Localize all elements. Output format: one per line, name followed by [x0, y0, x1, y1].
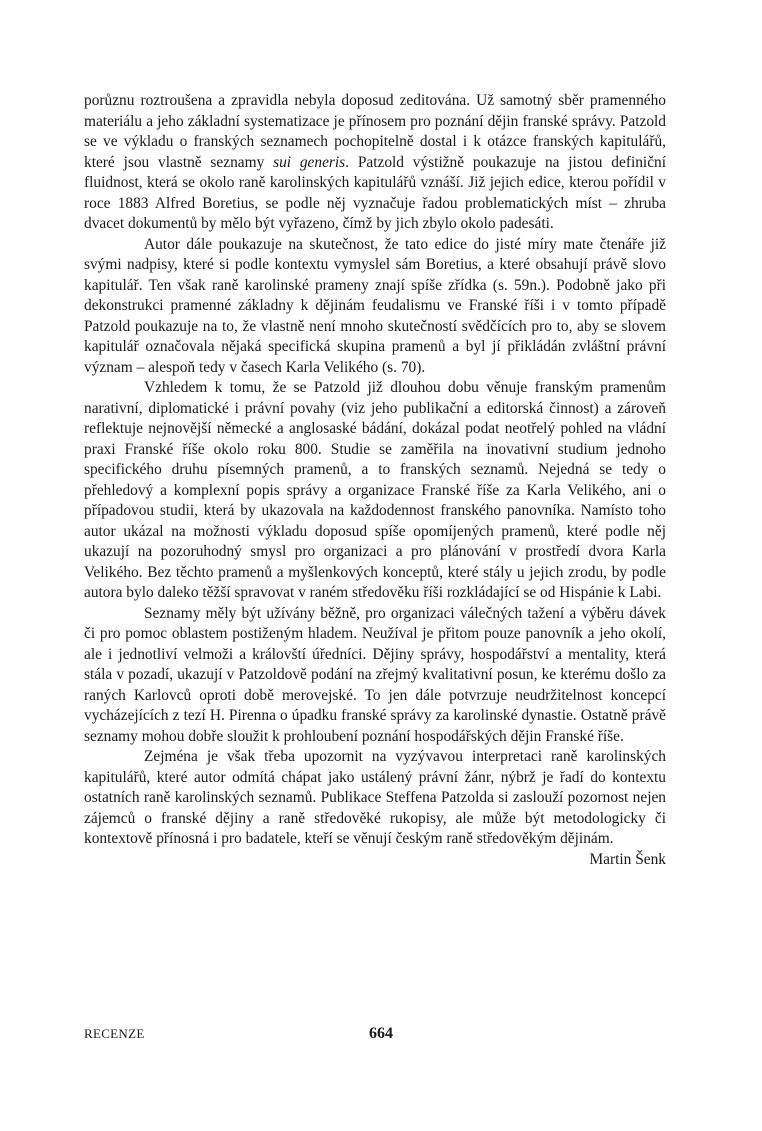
paragraph-3: [84, 378, 666, 604]
text-run: Autor dále poukazuje na skutečnost, že tato edice do jisté míry mate čtenáře již svými nadpisy, které si podle kontextu vymyslel sám Boretius, a které obsahují právě slovo kapitulář. Ten však raně karolinské prameny znají spíše zřídka (s. 59n.). Podobně jako při dekonstrukci pramenné základny k dějinám feudalismu ve Franské říši i v tomto případě Patzold poukazuje na to, že vlastně není mnoho skutečností svědčících pro to, aby se slovem kapitulář označovala nějaká specifická skupina pramenů a byl jí přikládán zvláštní právní význam – alespoň tedy v časech Karla Velikého (s. 70).: [84, 235, 666, 376]
page-number: 664: [369, 1025, 393, 1042]
article-body: [84, 91, 666, 870]
text-run: . Patzold výstižně poukazuje na jistou definiční fluidnost, která se okolo raně karolinských kapitulářů vznáší. Již jejich edice, kterou pořídil v roce 1883 Alfred Boretius, se podle něj vyznačuje řadou problematických míst – zhruba dvacet dokumentů by mělo být vyřazeno, čímž by jich zbylo okolo padesáti.: [84, 153, 666, 232]
paragraph-4: [84, 604, 666, 748]
paragraph-2: [84, 235, 666, 379]
paragraph-1: [84, 91, 666, 235]
text-run: Vzhledem k tomu, že se Patzold již dlouhou dobu věnuje franským pramenům narativní, diplomatické i právní povahy (viz jeho publikační a editorská činnost) a zároveň reflektuje nejnovější německé a anglosaské bádání, dokázal podat neotřelý pohled na vládní praxi Franské říše okolo roku 800. Studie se zaměřila na inovativní studium jednoho specifického druhu písemných pramenů, a to franských seznamů. Nejedná se tedy o přehledový a komplexní popis správy a organizace Franské říše za Karla Velikého, ani o případovou studii, která by ukazovala na každodennost franského panovníka. Namísto toho autor ukázal na možnosti výkladu doposud spíše opomíjených pramenů, které podle něj ukazují na pozoruhodný smysl pro organizaci a pro plánování v prostředí dvora Karla Velikého. Bez těchto pramenů a myšlenkových konceptů, které stály u jejich zrodu, by podle autora bylo daleko těžší spravovat v raném středověku říši rozkládající se od Hispánie k Labi.: [84, 379, 666, 601]
text-run: Zejména je však třeba upozornit na vyzývavou interpretaci raně karolinských kapitulářů, které autor odmítá chápat jako ustálený právní žánr, nýbrž je řadí do kontextu ostatních raně karolinských seznamů. Publikace Steffena Patzolda si zaslouží pozornost nejen zájemců o franské dějiny a raně středověké rukopisy, ale může být metodologicky či kontextově přínosná i pro badatele, kteří se věnují českým raně středověkým dějinám.: [84, 748, 666, 847]
paragraph-5: [84, 747, 666, 850]
text-run: porůznu roztroušena a zpravidla nebyla doposud zeditována. Už samotný sběr pramenného materiálu a jeho základní systematizace je přínosem pro poznání dějin franské správy. Patzold se ve výkladu o franských seznamech pochopitelně dostal i k otázce franských kapitulářů, které jsou vlastně seznamy: [84, 92, 666, 171]
italic-term: sui generis: [273, 153, 346, 171]
text-run: Seznamy měly být užívány běžně, pro organizaci válečných tažení a výběru dávek či pro pomoc oblastem postiženým hladem. Neužíval je přitom pouze panovník a jeho okolí, ale i jednotliví velmoži a královští úředníci. Dějiny správy, hospodářství a mentality, která stála v pozadí, ukazují v Patzoldově podání na zřejmý kvalitativní posun, ke kterému došlo za raných Karlovců oproti době merovejské. To jen dále potvrzuje neudržitelnost koncepcí vycházejících z tezí H. Pirenna o úpadku franské správy za karolinské dynastie. Ostatně právě seznamy mohou dobře sloužit k prohloubení poznání hospodářských dějin Franské říše.: [84, 604, 666, 745]
author-signature: Martin Šenk: [589, 850, 666, 868]
footer-section-label: RECENZE: [84, 1026, 145, 1041]
